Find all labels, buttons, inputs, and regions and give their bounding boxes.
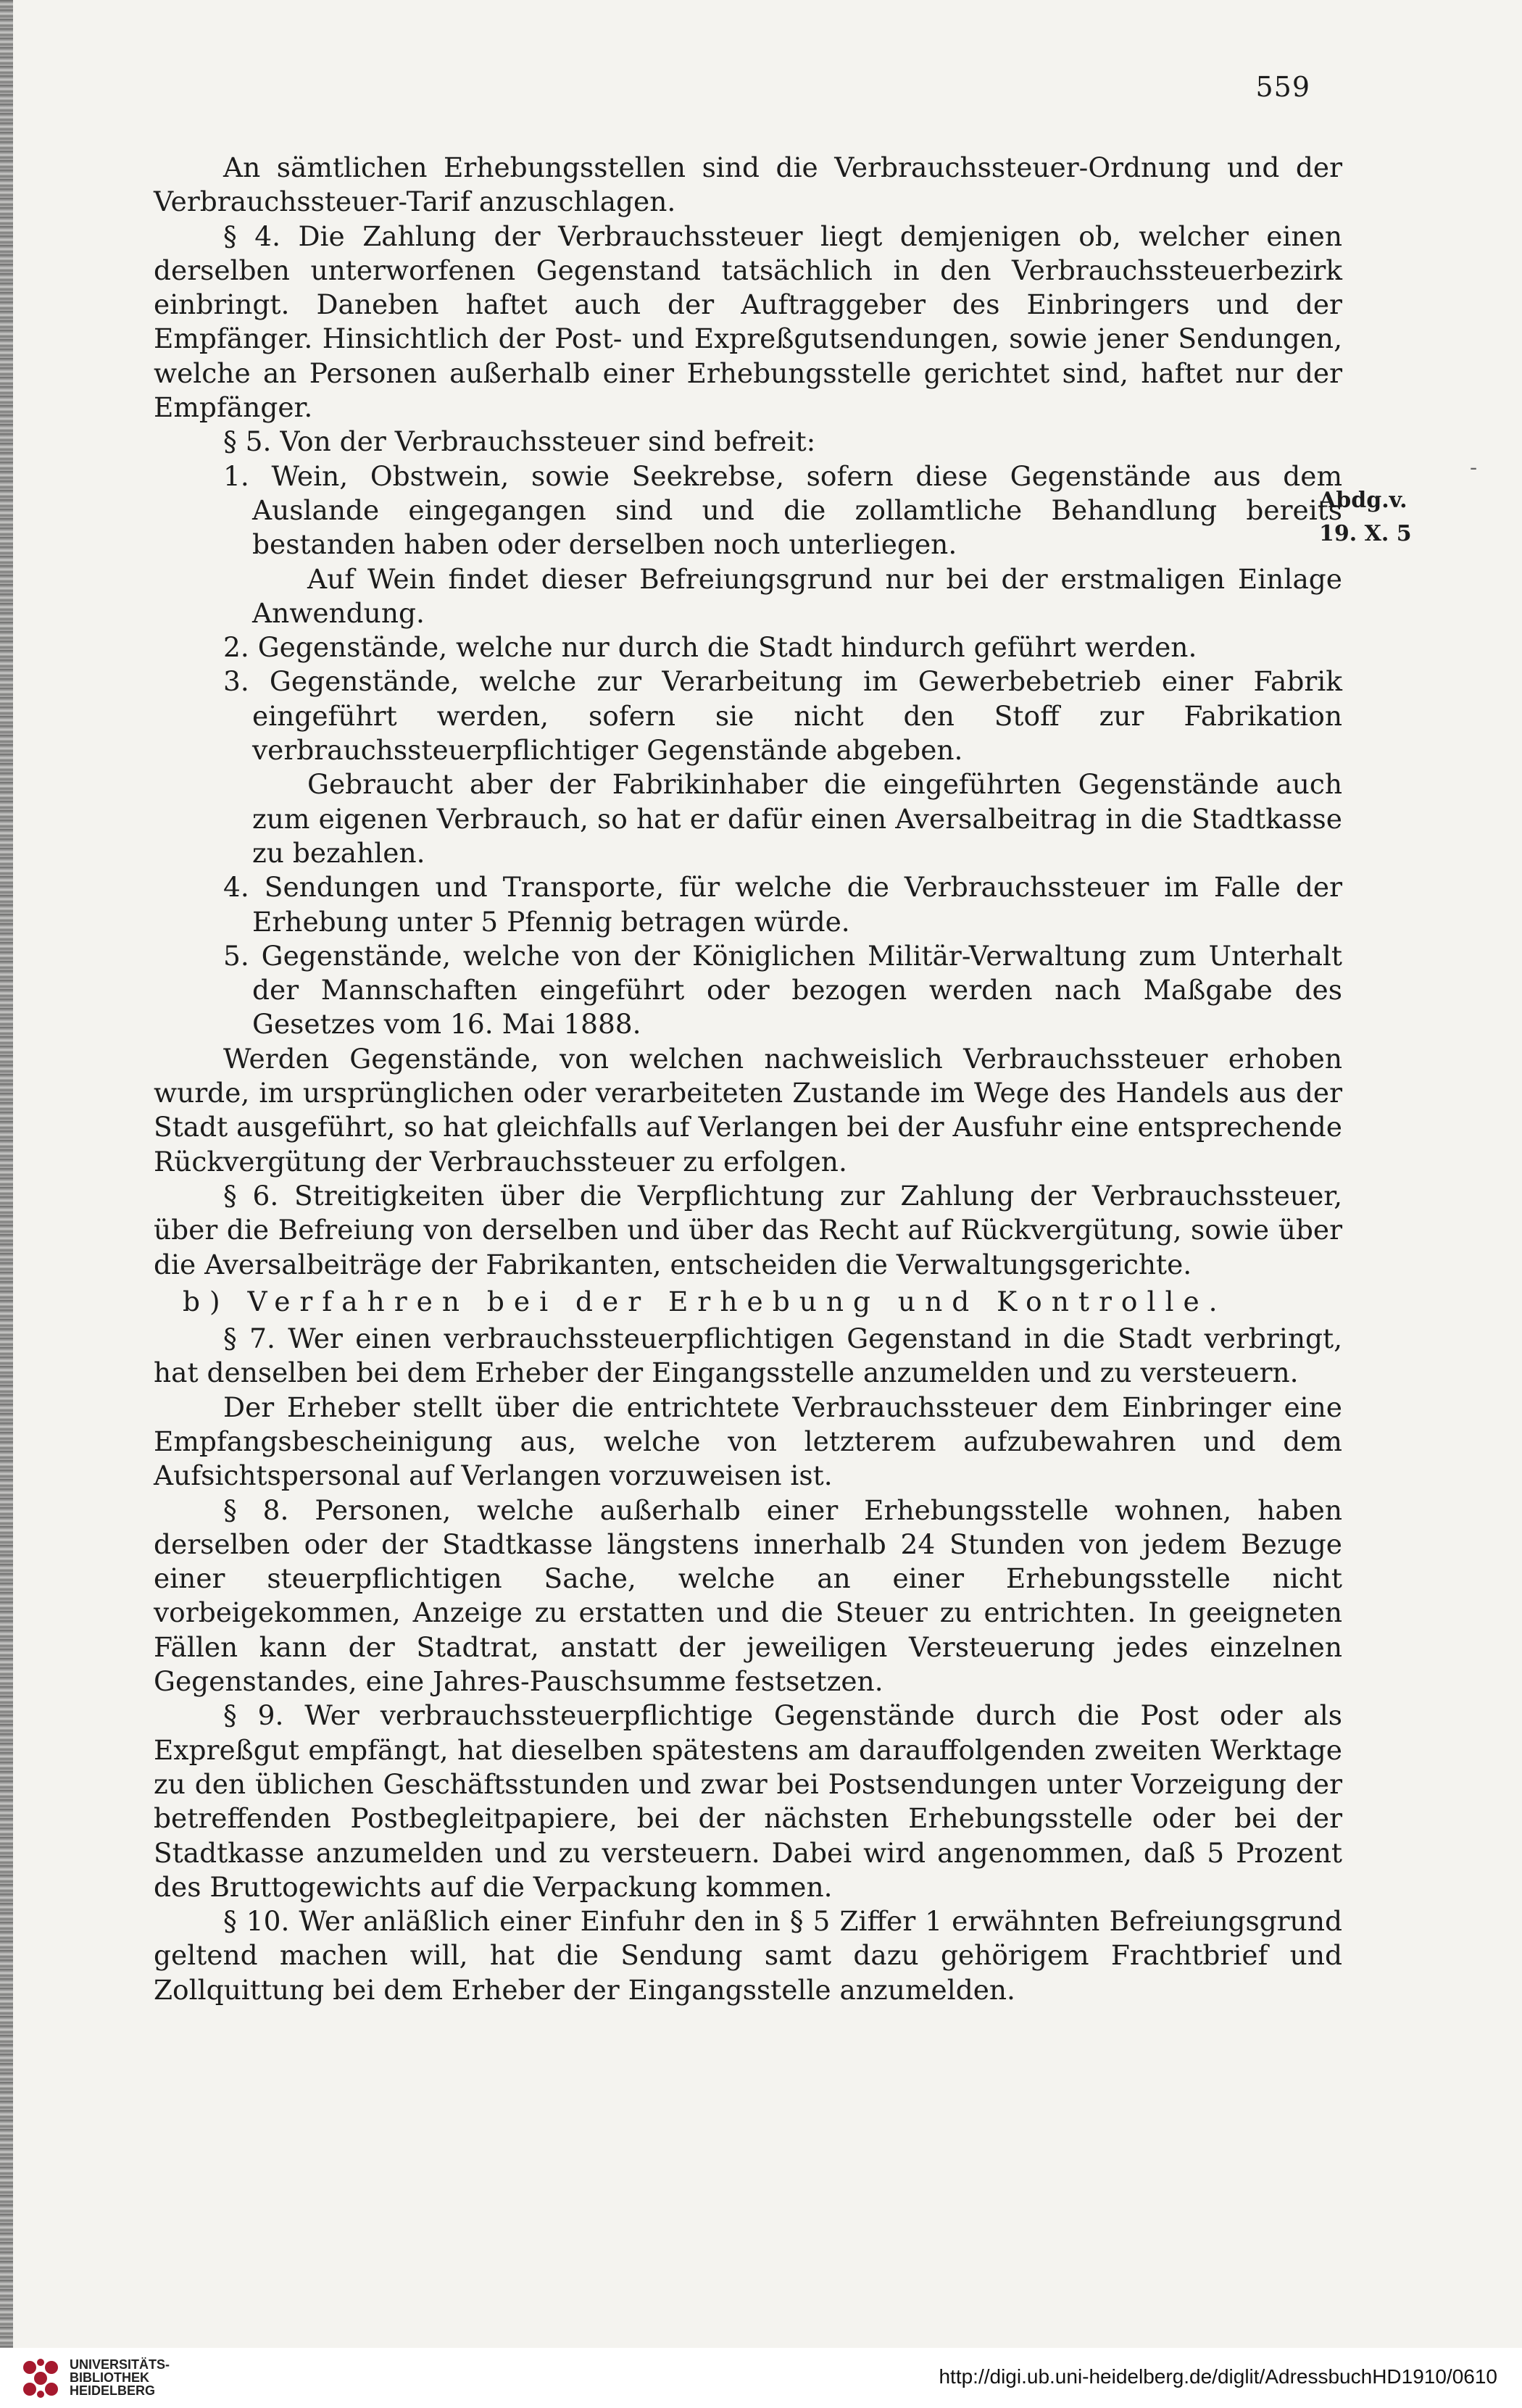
- section-heading-b: b) Verfahren bei der Erhebung und Kontrolle.: [183, 1285, 1227, 1317]
- library-name-line1: UNIVERSITÄTS-: [70, 2357, 170, 2372]
- paragraph-section-10: § 10. Wer anläßlich einer Einfuhr den in § 5 Ziffer 1 erwähnten Befreiungsgrund geltend machen will, hat die Sendung samt dazu gehörigem Frachtbrief und Zollquittung bei dem Erheber der Eingangsstelle anzumelden.: [154, 1905, 1342, 2006]
- paragraph-section-4: § 4. Die Zahlung der Verbrauchssteuer liegt demjenigen ob, welcher einen derselben unterworfenen Gegenstand tatsächlich in den Verbrauchssteuerbezirk einbringt. Daneben haftet auch der Auftraggeber des Einbringers und der Empfänger. Hinsichtlich der Post- und Expreßgutsendungen, sowie jener Sendungen, welche an Personen außerhalb einer Erhebungsstelle gerichtet sind, haftet nur der Empfänger.: [154, 220, 1342, 424]
- scan-edge: [0, 0, 13, 2348]
- list-item-1-note: Auf Wein findet dieser Befreiungsgrund nur bei der erstmaligen Einlage Anwendung.: [252, 562, 1342, 629]
- paragraph-section-9: § 9. Wer verbrauchssteuerpflichtige Gegenstände durch die Post oder als Expreßgut empfängt, hat dieselben spätestens am darauffolgenden zweiten Werktage zu den üblichen Geschäftsstunden und zwar bei Postsendungen unter Vorzeigung der betreffenden Postbegleitpapiere, bei der nächsten Erhebungsstelle oder bei der Stadtkasse anzumelden und zu versteuern. Dabei wird angenommen, daß 5 Prozent des Bruttogewichts auf die Verpackung kommen.: [154, 1699, 1342, 1903]
- margin-dash: -: [1470, 455, 1478, 480]
- library-name-line3: HEIDELBERG: [70, 2383, 156, 2398]
- paragraph-receipt: Der Erheber stellt über die entrichtete Verbrauchssteuer dem Einbringer eine Empfangsbescheinigung aus, welche von letzterem aufzubewahren und dem Aufsichtspersonal auf Verlangen vorzuweisen ist.: [154, 1391, 1342, 1492]
- university-library-logo-icon: [19, 2357, 62, 2400]
- list-item-3: 3. Gegenstände, welche zur Verarbeitung im Gewerbebetrieb einer Fabrik eingeführt werden, sofern sie nicht den Stoff zur Fabrikation verbrauchssteuerpflichtiger Gegenstände abgeben.: [223, 665, 1342, 767]
- paragraph-intro: An sämtlichen Erhebungsstellen sind die Verbrauchssteuer-Ordnung und der Verbrauchssteuer-Tarif anzuschlagen.: [154, 151, 1342, 218]
- document-body: [154, 151, 1342, 2007]
- paragraph-section-8: § 8. Personen, welche außerhalb einer Erhebungsstelle wohnen, haben derselben oder der Stadtkasse längstens innerhalb 24 Stunden von jedem Bezuge einer steuerpflichtigen Sache, welche an einer Erhebungsstelle nicht vorbeigekommen, Anzeige zu erstatten und die Steuer zu entrichten. In geeigneten Fällen kann der Stadtrat, anstatt der jeweiligen Versteuerung jedes einzelnen Gegenstandes, eine Jahres-Pauschsumme festsetzen.: [154, 1493, 1342, 1698]
- list-item-5: 5. Gegenstände, welche von der Königlichen Militär-Verwaltung zum Unterhalt der Mannschaften eingeführt oder bezogen werden nach Maßgabe des Gesetzes vom 16. Mai 1888.: [223, 939, 1342, 1041]
- paragraph-section-7: § 7. Wer einen verbrauchssteuerpflichtigen Gegenstand in die Stadt verbringt, hat denselben bei dem Erheber der Eingangsstelle anzumelden und zu versteuern.: [154, 1322, 1342, 1389]
- source-url-link[interactable]: http://digi.ub.uni-heidelberg.de/diglit/AdressbuchHD1910/0610: [939, 2365, 1497, 2388]
- list-item-1: 1. Wein, Obstwein, sowie Seekrebse, sofern diese Gegenstände aus dem Auslande eingegangen sind und die zollamtliche Behandlung bereits bestanden haben oder derselben noch unterliegen.: [223, 459, 1342, 561]
- margin-note-line2: 19. X. 5: [1319, 521, 1412, 546]
- list-item-3-note: Gebraucht aber der Fabrikinhaber die eingeführten Gegenstände auch zum eigenen Verbrauch, so hat er dafür einen Aversalbeitrag in die Stadtkasse zu bezahlen.: [252, 768, 1342, 869]
- list-item-2: 2. Gegenstände, welche nur durch die Stadt hindurch geführt werden.: [223, 631, 1197, 664]
- list-item-4: 4. Sendungen und Transporte, für welche die Verbrauchssteuer im Falle der Erhebung unter 5 Pfennig betragen würde.: [223, 871, 1342, 938]
- library-name: [70, 2358, 170, 2397]
- margin-note-line1: Abdg.v.: [1319, 488, 1407, 513]
- paragraph-section-5: § 5. Von der Verbrauchssteuer sind befreit:: [223, 425, 816, 458]
- page-number: 559: [1255, 71, 1310, 103]
- paragraph-section-6: § 6. Streitigkeiten über die Verpflichtung zur Zahlung der Verbrauchssteuer, über die Befreiung von derselben und über das Recht auf Rückvergütung, sowie über die Aversalbeiträge der Fabrikanten, entscheiden die Verwaltungsgerichte.: [154, 1179, 1342, 1280]
- library-name-line2: BIBLIOTHEK: [70, 2370, 149, 2385]
- paragraph-refund: Werden Gegenstände, von welchen nachweislich Verbrauchssteuer erhoben wurde, im ursprünglichen oder verarbeiteten Zustande im Wege des Handels aus der Stadt ausgeführt, so hat gleichfalls auf Verlangen bei der Ausfuhr eine entsprechende Rückvergütung der Verbrauchssteuer zu erfolgen.: [154, 1042, 1342, 1178]
- footer-bar: [0, 2348, 1522, 2408]
